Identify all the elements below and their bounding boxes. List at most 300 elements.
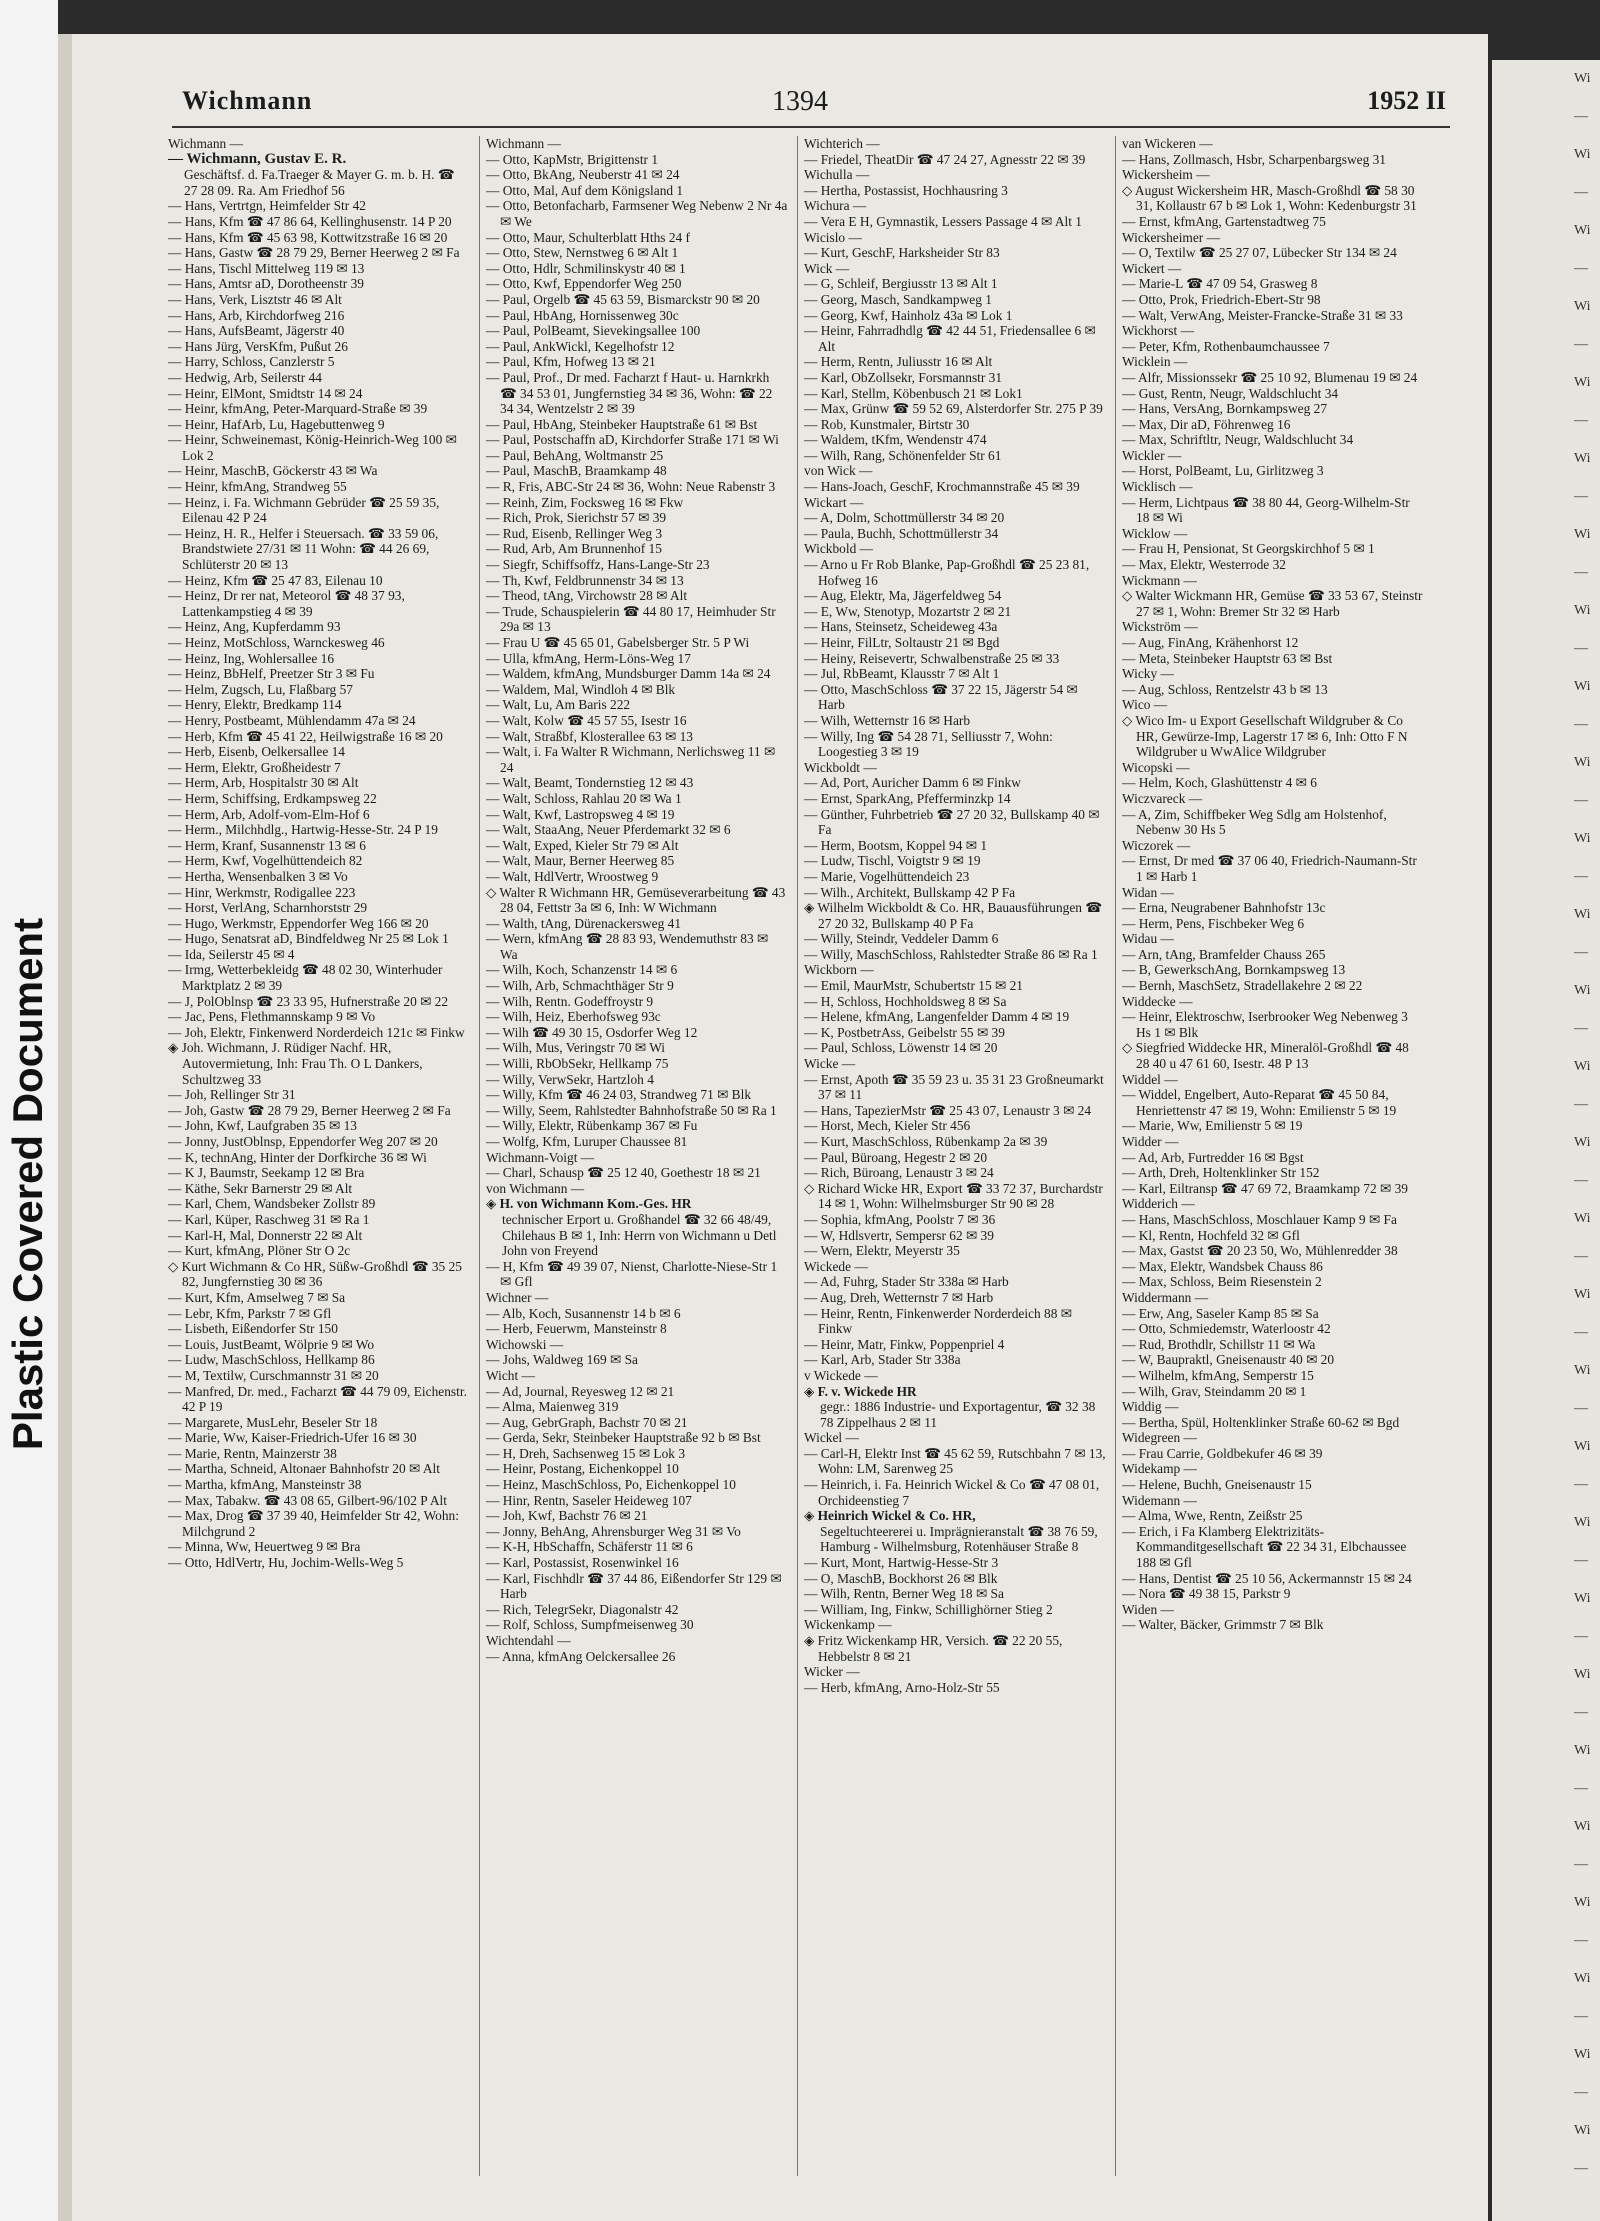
directory-entry: — Walt, VerwAng, Meister-Francke-Straße 31 ✉ 33: [1122, 307, 1403, 323]
directory-entry: — Jac, Pens, Flethmannskamp 9 ✉ Vo: [168, 1009, 376, 1025]
directory-entry: — Ulla, kfmAng, Herm-Löns-Weg 17: [486, 650, 691, 666]
directory-entry: — Emil, MaurMstr, Schubertstr 15 ✉ 21: [804, 978, 1023, 994]
directory-entry: — H, Kfm ☎ 49 39 07, Nienst, Charlotte-Niese-Str 1 ✉ Gfl: [486, 1258, 778, 1290]
adjacent-page-fragment: Wi: [1574, 831, 1591, 846]
directory-entry: — Trude, Schauspielerin ☎ 44 80 17, Heimhuder Str 29a ✉ 13: [486, 603, 776, 635]
directory-entry: — Wilh, Mus, Veringstr 70 ✉ Wi: [486, 1040, 666, 1056]
directory-entry: — Herm, Elektr, Großheidestr 7: [168, 759, 341, 775]
adjacent-page-fragment: Wi: [1574, 907, 1591, 922]
directory-entry: — Max, Elektr, Westerrode 32: [1122, 557, 1286, 573]
directory-page: [58, 34, 1488, 2221]
directory-entry: — Paul, Prof., Dr med. Facharzt f Haut- u. Harnkrkh ☎ 34 53 01, Jungfernstieg 34 ✉ 36, Wohn: ☎ 22 34 34, Wentzelstr 2 ✉ 39: [486, 369, 773, 417]
adjacent-page-fragment: —: [1574, 1249, 1588, 1264]
entry-columns: [168, 136, 1454, 2176]
directory-entry: — Max, Tabakw. ☎ 43 08 65, Gilbert-96/102 P Alt: [168, 1492, 447, 1508]
directory-entry: — Hinr, Rentn, Saseler Heideweg 107: [486, 1492, 692, 1508]
directory-entry: — Karl, Küper, Raschweg 31 ✉ Ra 1: [168, 1211, 370, 1227]
directory-entry: — Helm, Zugsch, Lu, Flaßbarg 57: [168, 681, 353, 697]
directory-entry: — Lebr, Kfm, Parkstr 7 ✉ Gfl: [168, 1305, 332, 1321]
directory-entry: ◇ August Wickersheim HR, Masch-Großhdl ☎ 58 30 31, Kollaustr 67 b ✉ Lok 1, Wohn: Kedenburgstr 31: [1122, 182, 1417, 214]
surname-heading: Wickborn —: [804, 962, 874, 978]
directory-entry: — Max, Dir aD, Föhrenweg 16: [1122, 416, 1291, 432]
directory-entry: — Rob, Kunstmaler, Birtstr 30: [804, 416, 970, 432]
directory-entry: — Otto, HdlVertr, Hu, Jochim-Wells-Weg 5: [168, 1555, 404, 1571]
directory-entry: — Hans, VersAng, Bornkampsweg 27: [1122, 401, 1328, 417]
directory-entry: — Widdel, Engelbert, Auto-Reparat ☎ 45 50 84, Henriettenstr 47 ✉ 19, Wohn: Emilienstr 5 ✉ 19: [1122, 1087, 1397, 1118]
directory-entry: — Karl, Stellm, Köbenbusch 21 ✉ Lok1: [804, 385, 1023, 401]
adjacent-page-fragment: —: [1574, 1477, 1588, 1492]
directory-entry: — Heinr, FilLtr, Soltaustr 21 ✉ Bgd: [804, 635, 1000, 650]
directory-entry: — Friedel, TheatDir ☎ 47 24 27, Agnesstr 22 ✉ 39: [804, 151, 1086, 167]
directory-entry: — Otto, MaschSchloss ☎ 37 22 15, Jägerstr 54 ✉ Harb: [804, 681, 1078, 713]
directory-entry: ◈ Heinrich Wickel & Co. HR,: [804, 1508, 976, 1524]
directory-entry: — Walt, HdlVertr, Wroostweg 9: [486, 868, 659, 884]
directory-entry: — Hans, Gastw ☎ 28 79 29, Berner Heerweg 2 ✉ Fa: [168, 245, 460, 261]
directory-entry: ◈ Joh. Wichmann, J. Rüdiger Nachf. HR, Autovermietung, Inh: Frau Th. O L Dankers, Schultzweg 33: [168, 1040, 423, 1087]
adjacent-page-fragment: —: [1574, 869, 1588, 884]
directory-entry: — Lisbeth, Eißendorfer Str 150: [168, 1321, 338, 1337]
surname-heading: Wicker —: [804, 1664, 860, 1680]
directory-entry: — Max, Grünw ☎ 59 52 69, Alsterdorfer Str. 275 P 39: [804, 401, 1103, 417]
adjacent-page-fragment: Wi: [1574, 1059, 1591, 1074]
directory-entry: — Ludw, MaschSchloss, Hellkamp 86: [168, 1352, 375, 1368]
surname-heading: Wickersheim —: [1122, 167, 1210, 183]
adjacent-page-fragment: Wi: [1574, 1819, 1591, 1834]
directory-entry: — Harry, Schloss, Canzlerstr 5: [168, 354, 335, 370]
directory-entry: — Rich, Prok, Sierichstr 57 ✉ 39: [486, 510, 667, 526]
page-header: [72, 86, 1488, 126]
directory-entry: — William, Ing, Finkw, Schillighörner Stieg 2: [804, 1601, 1053, 1617]
surname-heading: Wickmann —: [1122, 572, 1197, 588]
directory-entry: — Meta, Steinbeker Hauptstr 63 ✉ Bst: [1122, 650, 1333, 666]
directory-entry: — Heinr, Matr, Finkw, Poppenpriel 4: [804, 1336, 1005, 1352]
adjacent-page-fragment: Wi: [1574, 1667, 1591, 1682]
directory-entry: — Marie, Vogelhüttendeich 23: [804, 868, 970, 884]
directory-entry: — Sophia, kfmAng, Poolstr 7 ✉ 36: [804, 1211, 996, 1227]
directory-entry: — R, Fris, ABC-Str 24 ✉ 36, Wohn: Neue Rabenstr 3: [486, 479, 776, 495]
directory-entry: — Wilh, Arb, Schmachthäger Str 9: [486, 978, 674, 994]
directory-entry: — Heinr, kfmAng, Strandweg 55: [168, 479, 347, 495]
directory-entry: ◇ Richard Wicke HR, Export ☎ 33 72 37, Burchardstr 14 ✉ 1, Wohn: Wilhelmsburger Str 90 ✉ 28: [804, 1180, 1103, 1212]
adjacent-page-fragment: Wi: [1574, 1135, 1591, 1150]
adjacent-page-fragment: —: [1574, 565, 1588, 580]
directory-entry: — Aug, Schloss, Rentzelstr 43 b ✉ 13: [1122, 681, 1328, 697]
directory-entry: — Marie, Ww, Kaiser-Friedrich-Ufer 16 ✉ 30: [168, 1430, 417, 1446]
directory-entry: — Ad, Journal, Reyesweg 12 ✉ 21: [486, 1383, 675, 1399]
directory-entry: — Herm, Arb, Adolf-vom-Elm-Hof 6: [168, 806, 370, 822]
directory-entry: — Otto, Hdlr, Schmilinskystr 40 ✉ 1: [486, 260, 686, 276]
adjacent-page-fragment: —: [1574, 1097, 1588, 1112]
surname-heading: Widderich —: [1122, 1196, 1195, 1212]
directory-entry: — O, MaschB, Bockhorst 26 ✉ Blk: [804, 1570, 998, 1586]
directory-entry: — Heinr, HafArb, Lu, Hagebuttenweg 9: [168, 416, 385, 432]
directory-entry: — J, PolOblnsp ☎ 23 33 95, Hufnerstraße 20 ✉ 22: [168, 993, 449, 1009]
directory-entry: — Marie, Ww, Emilienstr 5 ✉ 19: [1122, 1118, 1303, 1134]
directory-entry: — Heinr, Rentn, Finkenwerder Norderdeich 88 ✉ Finkw: [804, 1305, 1073, 1337]
adjacent-page-fragment: —: [1574, 1021, 1588, 1036]
adjacent-page-fragment: Wi: [1574, 527, 1591, 542]
directory-entry: — Horst, VerlAng, Scharnhorststr 29: [168, 900, 368, 916]
column-3: [804, 136, 1106, 2176]
directory-entry: — A, Dolm, Schottmüllerstr 34 ✉ 20: [804, 510, 1005, 526]
directory-entry: — Wilh, Rentn, Berner Weg 18 ✉ Sa: [804, 1586, 1004, 1602]
directory-entry: — Walt, Beamt, Tondernstieg 12 ✉ 43: [486, 775, 694, 791]
directory-entry: — Rud, Arb, Am Brunnenhof 15: [486, 541, 662, 557]
directory-entry: — Karl, Fischhdlr ☎ 37 44 86, Eißendorfer Str 129 ✉ Harb: [486, 1570, 782, 1602]
directory-entry: — Walt, i. Fa Walter R Wichmann, Nerlichsweg 11 ✉ 24: [486, 744, 776, 775]
directory-entry: — Hans, Tischl Mittelweg 119 ✉ 13: [168, 260, 365, 276]
page-number: 1394: [772, 86, 828, 117]
directory-entry: ◇ Walter Wickmann HR, Gemüse ☎ 33 53 67, Steinstr 27 ✉ 1, Wohn: Bremer Str 32 ✉ Harb: [1122, 588, 1423, 619]
directory-entry: ◈ H. von Wichmann Kom.-Ges. HR: [486, 1196, 692, 1212]
directory-entry: — Rud, Eisenb, Rellinger Weg 3: [486, 525, 663, 541]
adjacent-page-fragment: —: [1574, 1857, 1588, 1872]
directory-entry: Segeltuchteererei u. Imprägnieranstalt ☎ 38 76 59, Hamburg - Wilhelmsburg, Rotenhäuser Straße 8: [820, 1523, 1098, 1555]
directory-entry: — Hugo, Werkmstr, Eppendorfer Weg 166 ✉ 20: [168, 915, 429, 931]
adjacent-page-fragment: —: [1574, 1325, 1588, 1340]
directory-entry: ◇ Walter R Wichmann HR, Gemüseverarbeitung ☎ 43 28 04, Fettstr 3a ✉ 6, Inh: W Wichmann: [486, 884, 786, 916]
surname-heading: Wickersheimer —: [1122, 229, 1220, 245]
directory-entry: — Vera E H, Gymnastik, Lessers Passage 4 ✉ Alt 1: [804, 213, 1083, 229]
directory-entry: — Herm, Bootsm, Koppel 94 ✉ 1: [804, 837, 988, 853]
adjacent-page-fragment: —: [1574, 109, 1588, 124]
directory-entry: — Hugo, Senatsrat aD, Bindfeldweg Nr 25 ✉ Lok 1: [168, 931, 449, 947]
directory-entry: — Paul, HbAng, Steinbeker Hauptstraße 61 ✉ Bst: [486, 416, 758, 432]
directory-entry: — Herm, Schiffsing, Erdkampsweg 22: [168, 790, 377, 806]
surname-heading: Wickboldt —: [804, 759, 877, 775]
directory-entry: — Walt, Kolw ☎ 45 57 55, Isestr 16: [486, 712, 687, 728]
directory-entry: — Max, Schriftltr, Neugr, Waldschlucht 34: [1122, 432, 1354, 448]
adjacent-page-fragment: —: [1574, 1173, 1588, 1188]
surname-heading: Wichmann —: [486, 136, 561, 151]
directory-entry: — Walt, Kwf, Lastropsweg 4 ✉ 19: [486, 806, 675, 822]
directory-entry: — Rich, Büroang, Lenaustr 3 ✉ 24: [804, 1165, 994, 1181]
directory-entry: — Ernst, Dr med ☎ 37 06 40, Friedrich-Naumann-Str 1 ✉ Harb 1: [1122, 853, 1417, 884]
column-divider: [479, 136, 480, 2176]
directory-entry: — Otto, KapMstr, Brigittenstr 1: [486, 151, 659, 167]
edition-year: 1952 II: [1367, 86, 1446, 115]
surname-heading: Widder —: [1122, 1134, 1179, 1149]
surname-heading: v Wickede —: [804, 1367, 878, 1383]
directory-entry: — Martha, kfmAng, Mansteinstr 38: [168, 1477, 362, 1493]
surname-heading: Wick —: [804, 260, 850, 276]
directory-entry: — Jonny, JustOblnsp, Eppendorfer Weg 207 ✉ 20: [168, 1134, 438, 1149]
directory-entry: — John, Kwf, Laufgraben 35 ✉ 13: [168, 1118, 357, 1134]
directory-entry: — Waldem, kfmAng, Mundsburger Damm 14a ✉ 24: [486, 666, 771, 682]
directory-entry: — Max, Schloss, Beim Riesenstein 2: [1122, 1274, 1322, 1290]
directory-entry: — Paul, PolBeamt, Sievekingsallee 100: [486, 323, 701, 339]
directory-entry: — Rolf, Schloss, Sumpfmeisenweg 30: [486, 1617, 694, 1633]
directory-entry: — K J, Baumstr, Seekamp 12 ✉ Bra: [168, 1165, 365, 1181]
directory-entry: — Arno u Fr Rob Blanke, Pap-Großhdl ☎ 25 23 81, Hofweg 16: [804, 557, 1090, 588]
adjacent-page-fragment: Wi: [1574, 755, 1591, 770]
adjacent-page-fragment: —: [1574, 793, 1588, 808]
directory-entry: — Heinz, i. Fa. Wichmann Gebrüder ☎ 25 59 35, Eilenau 42 P 24: [168, 494, 440, 526]
directory-entry: — Wilh, Heiz, Eberhofsweg 93c: [486, 1009, 661, 1025]
directory-entry: — Frau U ☎ 45 65 01, Gabelsberger Str. 5 P Wi: [486, 635, 750, 650]
directory-entry: — Hedwig, Arb, Seilerstr 44: [168, 369, 322, 385]
surname-heading: Wickler —: [1122, 447, 1182, 463]
directory-entry: — Paul, Orgelb ☎ 45 63 59, Bismarckstr 90 ✉ 20: [486, 291, 760, 307]
directory-entry: — O, Textilw ☎ 25 27 07, Lübecker Str 134 ✉ 24: [1122, 245, 1397, 261]
directory-entry: — Hans, Kfm ☎ 45 63 98, Kottwitzstraße 16 ✉ 20: [168, 229, 448, 245]
directory-entry: — Willi, RbObSekr, Hellkamp 75: [486, 1056, 669, 1072]
directory-entry: — Paul, AnkWickl, Kegelhofstr 12: [486, 338, 675, 354]
directory-entry: — Hans-Joach, GeschF, Krochmannstraße 45 ✉ 39: [804, 479, 1080, 495]
adjacent-page-fragment: Wi: [1574, 299, 1591, 314]
directory-entry: — Helm, Koch, Glashüttenstr 4 ✉ 6: [1122, 775, 1317, 791]
directory-entry: — Joh, Kwf, Bachstr 76 ✉ 21: [486, 1508, 648, 1524]
adjacent-page-fragment: Wi: [1574, 2047, 1591, 2062]
adjacent-page-fragment: —: [1574, 1781, 1588, 1796]
directory-entry: — Kurt, kfmAng, Plöner Str O 2c: [168, 1243, 351, 1259]
directory-entry: — Wilh, Rentn. Godeffroystr 9: [486, 993, 654, 1009]
directory-entry: — Karl, Postassist, Rosenwinkel 16: [486, 1555, 679, 1571]
directory-entry: — Ernst, SparkAng, Pfefferminzkp 14: [804, 790, 1011, 806]
directory-entry: — Willy, Elektr, Rübenkamp 367 ✉ Fu: [486, 1118, 698, 1134]
column-divider: [797, 136, 798, 2176]
adjacent-page-fragment: Wi: [1574, 1591, 1591, 1606]
directory-entry: — Arn, tAng, Bramfelder Chauss 265: [1122, 946, 1326, 962]
directory-entry: — Heinr, Elektroschw, Iserbrooker Weg Nebenweg 3 Hs 1 ✉ Blk: [1122, 1009, 1408, 1040]
directory-entry: — E, Ww, Stenotyp, Mozartstr 2 ✉ 21: [804, 603, 1012, 619]
directory-entry: — Heinrich, i. Fa. Heinrich Wickel & Co ☎ 47 08 01, Orchideenstieg 7: [804, 1477, 1100, 1508]
adjacent-page-fragment: —: [1574, 413, 1588, 428]
directory-entry: — Heinz, BbHelf, Preetzer Str 3 ✉ Fu: [168, 666, 375, 682]
directory-entry: — Herm, Rentn, Juliusstr 16 ✉ Alt: [804, 354, 993, 370]
directory-entry: — Irmg, Wetterbekleidg ☎ 48 02 30, Winterhuder Marktplatz 2 ✉ 39: [168, 962, 443, 994]
directory-entry: — Heinz, Ang, Kupferdamm 93: [168, 619, 341, 635]
adjacent-page-fragment: —: [1574, 2085, 1588, 2100]
surname-heading: Widdermann —: [1122, 1289, 1209, 1305]
directory-entry: — Heinr, Fahrradhdlg ☎ 42 44 51, Friedensallee 6 ✉ Alt: [804, 323, 1096, 354]
directory-entry: — Reinh, Zim, Focksweg 16 ✉ Fkw: [486, 494, 684, 510]
surname-heading: Wichterich —: [804, 136, 880, 151]
directory-entry: — Otto, Prok, Friedrich-Ebert-Str 98: [1122, 291, 1321, 307]
directory-entry: — Manfred, Dr. med., Facharzt ☎ 44 79 09, Eichenstr. 42 P 19: [168, 1383, 467, 1415]
directory-entry: ◈ Wilhelm Wickboldt & Co. HR, Bauausführungen ☎ 27 20 32, Bullskamp 40 P Fa: [804, 900, 1103, 931]
directory-entry: — Otto, Mal, Auf dem Königsland 1: [486, 182, 684, 198]
surname-heading: Widan —: [1122, 884, 1174, 900]
directory-entry: — Erich, i Fa Klamberg Elektrizitäts-Kommanditgesellschaft ☎ 22 34 31, Elbchaussee 188 ✉ Gfl: [1122, 1523, 1407, 1571]
directory-entry: — Heinr, ElMont, Smidtstr 14 ✉ 24: [168, 385, 363, 401]
adjacent-page-fragment: Wi: [1574, 983, 1591, 998]
directory-entry: — Frau H, Pensionat, St Georgskirchhof 5 ✉ 1: [1122, 541, 1375, 557]
directory-entry: — Herb, Kfm ☎ 45 41 22, Heilwigstraße 16 ✉ 20: [168, 728, 443, 744]
directory-entry: — Marie-L ☎ 47 09 54, Grasweg 8: [1122, 276, 1318, 292]
adjacent-page-fragment: Wi: [1574, 451, 1591, 466]
directory-entry: — Hertha, Postassist, Hochhausring 3: [804, 182, 1008, 198]
directory-entry: — Aug, Elektr, Ma, Jägerfeldweg 54: [804, 588, 1002, 604]
directory-entry: — K, technAng, Hinter der Dorfkirche 36 ✉ Wi: [168, 1149, 427, 1165]
directory-entry: — Willy, MaschSchloss, Rahlstedter Straße 86 ✉ Ra 1: [804, 946, 1098, 962]
directory-entry: — Arth, Dreh, Holtenklinker Str 152: [1122, 1165, 1320, 1181]
directory-entry: — Aug, Dreh, Wetternstr 7 ✉ Harb: [804, 1289, 994, 1305]
directory-entry: — Willy, VerwSekr, Hartzloh 4: [486, 1071, 654, 1087]
directory-entry: — Charl, Schausp ☎ 25 12 40, Goethestr 18 ✉ 21: [486, 1165, 761, 1181]
directory-entry: — Walt, Schloss, Rahlau 20 ✉ Wa 1: [486, 790, 682, 806]
directory-entry: — Henry, Postbeamt, Mühlendamm 47a ✉ 24: [168, 712, 416, 728]
adjacent-page-fragment: —: [1574, 261, 1588, 276]
directory-entry: — Paula, Buchh, Schottmüllerstr 34: [804, 525, 999, 541]
surname-heading: Wichmann-Voigt —: [486, 1149, 595, 1165]
surname-heading: Wicislo —: [804, 229, 862, 245]
directory-entry: — Walt, Maur, Berner Heerweg 85: [486, 853, 675, 869]
directory-entry: — Waldem, Mal, Windloh 4 ✉ Blk: [486, 681, 676, 697]
directory-entry: — Paul, Büroang, Hegestr 2 ✉ 20: [804, 1149, 988, 1165]
directory-entry: — Frau Carrie, Goldbekufer 46 ✉ 39: [1122, 1445, 1323, 1461]
directory-entry: — Kurt, MaschSchloss, Rübenkamp 2a ✉ 39: [804, 1134, 1048, 1149]
adjacent-page-fragment: —: [1574, 489, 1588, 504]
directory-entry: — Otto, Betonfacharb, Farmsener Weg Nebenw 2 Nr 4a ✉ We: [486, 198, 788, 229]
surname-heading: Widegreen —: [1122, 1430, 1197, 1446]
surname-heading: Wicht —: [486, 1367, 535, 1383]
directory-entry: — Heinz, MotSchloss, Warnckesweg 46: [168, 635, 385, 650]
directory-entry: — Otto, Stew, Nernstweg 6 ✉ Alt 1: [486, 245, 679, 261]
surname-heading: Wickel —: [804, 1430, 859, 1446]
directory-entry: — Henry, Elektr, Bredkamp 114: [168, 697, 342, 713]
directory-entry: — Wilh, Koch, Schanzenstr 14 ✉ 6: [486, 962, 678, 978]
spine-strip: [0, 0, 58, 2221]
directory-entry: — Ida, Seilerstr 45 ✉ 4: [168, 946, 295, 962]
surname-heading: Wicky —: [1122, 666, 1174, 682]
directory-entry: — Alb, Koch, Susannenstr 14 b ✉ 6: [486, 1305, 681, 1321]
directory-entry: — Ernst, kfmAng, Gartenstadtweg 75: [1122, 213, 1326, 229]
directory-entry: — Hans, Vertrtgn, Heimfelder Str 42: [168, 198, 366, 214]
directory-entry: — Gust, Rentn, Neugr, Waldschlucht 34: [1122, 385, 1339, 401]
directory-entry: — W, Hdlsvertr, Sempersr 62 ✉ 39: [804, 1227, 994, 1243]
directory-entry: — Rud, Brothdlr, Schillstr 11 ✉ Wa: [1122, 1336, 1316, 1352]
adjacent-page-fragment: —: [1574, 945, 1588, 960]
directory-entry: — Wichmann, Gustav E. R.: [168, 150, 347, 167]
directory-entry: — Willy, Ing ☎ 54 28 71, Selliusstr 7, Wohn: Loogestieg 3 ✉ 19: [804, 728, 1053, 760]
directory-entry: — Ad, Fuhrg, Stader Str 338a ✉ Harb: [804, 1274, 1009, 1290]
directory-entry: — Herm, Pens, Fischbeker Weg 6: [1122, 915, 1305, 931]
directory-entry: — Theod, tAng, Virchowstr 28 ✉ Alt: [486, 588, 688, 604]
adjacent-page-fragment: Wi: [1574, 1363, 1591, 1378]
directory-entry: — Ad, Arb, Furtredder 16 ✉ Bgst: [1122, 1149, 1304, 1165]
adjacent-page-fragment: Wi: [1574, 1743, 1591, 1758]
adjacent-page-fragment: —: [1574, 1933, 1588, 1948]
surname-heading: Wicopski —: [1122, 759, 1190, 775]
directory-entry: — Käthe, Sekr Barnerstr 29 ✉ Alt: [168, 1180, 353, 1196]
directory-entry: — Max, Gastst ☎ 20 23 50, Wo, Mühlenredder 38: [1122, 1243, 1398, 1259]
directory-entry: — Joh, Gastw ☎ 28 79 29, Berner Heerweg 2 ✉ Fa: [168, 1102, 451, 1118]
directory-entry: — Alma, Wwe, Rentn, Zeißstr 25: [1122, 1508, 1303, 1524]
surname-heading: Wichowski —: [486, 1336, 564, 1352]
directory-entry: — Hans, Steinsetz, Scheideweg 43a: [804, 619, 998, 635]
directory-entry: — Georg, Kwf, Hainholz 43a ✉ Lok 1: [804, 307, 1013, 323]
directory-entry: ◇ Siegfried Widdecke HR, Mineralöl-Großhdl ☎ 48 28 40 u 47 61 60, Isestr. 48 P 13: [1122, 1040, 1409, 1072]
directory-entry: — Paul, BehAng, Woltmanstr 25: [486, 447, 664, 463]
directory-entry: ◈ F. v. Wickede HR: [804, 1383, 917, 1399]
column-divider: [1115, 136, 1116, 2176]
surname-heading: Wickart —: [804, 494, 864, 510]
surname-heading: Widdig —: [1122, 1399, 1179, 1415]
surname-heading: Widekamp —: [1122, 1461, 1197, 1477]
surname-heading: van Wickeren —: [1122, 136, 1213, 151]
directory-entry: — Gerda, Sekr, Steinbeker Hauptstraße 92 b ✉ Bst: [486, 1430, 761, 1446]
directory-entry: — Aug, GebrGraph, Bachstr 70 ✉ 21: [486, 1414, 688, 1430]
surname-heading: Wicklein —: [1122, 354, 1188, 370]
directory-entry: — Kurt, GeschF, Harksheider Str 83: [804, 245, 1000, 261]
directory-entry: — Heinz, H. R., Helfer i Steuersach. ☎ 33 59 06, Brandstwiete 27/31 ✉ 11 Wohn: ☎ 44 26 69, Schlüterstr 20 ✉ 13: [168, 525, 439, 573]
directory-entry: ◇ Kurt Wichmann & Co HR, Süßw-Großhdl ☎ 35 25 82, Jungfernstieg 30 ✉ 36: [168, 1258, 462, 1290]
adjacent-page-fragment: Wi: [1574, 603, 1591, 618]
directory-entry: — Herm, Kranf, Susannenstr 13 ✉ 6: [168, 837, 366, 853]
directory-entry: — Kl, Rentn, Hochfeld 32 ✉ Gfl: [1122, 1227, 1300, 1243]
directory-entry: — Heiny, Reisevertr, Schwalbenstraße 25 ✉ 33: [804, 650, 1060, 666]
surname-heading: Wichulla —: [804, 167, 870, 183]
directory-entry: — Otto, Maur, Schulterblatt Hths 24 f: [486, 229, 691, 245]
directory-entry: — K, PostbetrAss, Geibelstr 55 ✉ 39: [804, 1024, 1005, 1040]
directory-entry: — Wilh, Grav, Steindamm 20 ✉ 1: [1122, 1383, 1307, 1399]
directory-entry: — Wilh., Architekt, Bullskamp 42 P Fa: [804, 884, 1016, 900]
directory-entry: — Th, Kwf, Feldbrunnenstr 34 ✉ 13: [486, 572, 684, 588]
directory-entry: — Hans, Amtsr aD, Dorotheenstr 39: [168, 276, 364, 292]
adjacent-page-fragment: Wi: [1574, 1971, 1591, 1986]
directory-entry: — Hertha, Wensenbalken 3 ✉ Vo: [168, 868, 348, 884]
directory-entry: — A, Zim, Schiffbeker Weg Sdlg am Holstenhof, Nebenw 30 Hs 5: [1122, 806, 1387, 838]
directory-entry: — Heinr, Schweinemast, König-Heinrich-Weg 100 ✉ Lok 2: [168, 432, 457, 463]
directory-entry: — Ad, Port, Auricher Damm 6 ✉ Finkw: [804, 775, 1021, 791]
directory-entry: — Wern, kfmAng ☎ 28 83 93, Wendemuthstr 83 ✉ Wa: [486, 931, 769, 962]
directory-entry: — Herb, Feuerwm, Mansteinstr 8: [486, 1321, 667, 1337]
directory-entry: ◇ Wico Im- u Export Gesellschaft Wildgruber & Co HR, Gewürze-Imp, Lagerstr 17 ✉ 6, Inh: Otto F N Wildgruber u WwAlice Wildgruber: [1122, 712, 1408, 760]
directory-entry: — M, Textilw, Curschmannstr 31 ✉ 20: [168, 1367, 379, 1383]
directory-entry: — Aug, FinAng, Krähenhorst 12: [1122, 635, 1299, 650]
directory-entry: — Bertha, Spül, Holtenklinker Straße 60-62 ✉ Bgd: [1122, 1414, 1400, 1430]
header-rule: [172, 126, 1450, 128]
directory-entry: — Carl-H, Elektr Inst ☎ 45 62 59, Rutschbahn 7 ✉ 13, Wohn: LM, Sarenweg 25: [804, 1445, 1106, 1477]
spine-label: Plastic Covered Document: [4, 917, 51, 1451]
surname-heading: Wichmann —: [168, 136, 243, 151]
directory-entry: — Anna, kfmAng Oelckersallee 26: [486, 1648, 676, 1664]
directory-entry: — Hans, AufsBeamt, Jägerstr 40: [168, 323, 345, 339]
surname-heading: Widdel —: [1122, 1071, 1178, 1087]
directory-entry: — Heinz, Kfm ☎ 25 47 83, Eilenau 10: [168, 572, 383, 588]
surname-heading: Wickström —: [1122, 619, 1198, 635]
surname-heading: Wickenkamp —: [804, 1617, 892, 1633]
column-4: [1122, 136, 1424, 2176]
adjacent-page-fragment: Wi: [1574, 679, 1591, 694]
directory-entry: — Wilh ☎ 49 30 15, Osdorfer Weg 12: [486, 1024, 698, 1040]
surname-heading: Widen —: [1122, 1601, 1174, 1617]
directory-entry: — Otto, Schmiedemstr, Waterloostr 42: [1122, 1321, 1331, 1337]
adjacent-page-fragment: —: [1574, 337, 1588, 352]
directory-entry: — B, GewerkschAng, Bornkampsweg 13: [1122, 962, 1346, 978]
directory-entry: — Wilh, Rang, Schönenfelder Str 61: [804, 447, 1002, 463]
directory-entry: — Wilhelm, kfmAng, Semperstr 15: [1122, 1367, 1314, 1383]
adjacent-page-fragment: —: [1574, 1553, 1588, 1568]
directory-entry: ◈ Fritz Wickenkamp HR, Versich. ☎ 22 20 55, Hebbelstr 8 ✉ 21: [804, 1633, 1063, 1664]
surname-heading: Wiczvareck —: [1122, 790, 1203, 806]
directory-entry: — Joh, Elektr, Finkenwerd Norderdeich 121c ✉ Finkw: [168, 1024, 465, 1040]
directory-entry: — Willy, Kfm ☎ 46 24 03, Strandweg 71 ✉ Blk: [486, 1087, 752, 1103]
adjacent-page-fragment: Wi: [1574, 1211, 1591, 1226]
directory-entry: technischer Erport u. Großhandel ☎ 32 66 48/49, Chilehaus B ✉ 1, Inh: Herrn von Wichmann u Detl John von Freyend: [502, 1211, 777, 1259]
directory-entry: — Alfr, Missionssekr ☎ 25 10 92, Blumenau 19 ✉ 24: [1122, 369, 1418, 385]
directory-entry: — Erw, Ang, Saseler Kamp 85 ✉ Sa: [1122, 1305, 1319, 1321]
adjacent-page-fragment: Wi: [1574, 147, 1591, 162]
directory-entry: — Bernh, MaschSetz, Stradellakehre 2 ✉ 22: [1122, 978, 1363, 994]
directory-entry: — Wilh, Wetternstr 16 ✉ Harb: [804, 712, 971, 728]
directory-entry: — Walter, Bäcker, Grimmstr 7 ✉ Blk: [1122, 1617, 1324, 1633]
adjacent-page-fragment: Wi: [1574, 1287, 1591, 1302]
directory-entry: — Karl, Eiltransp ☎ 47 69 72, Braamkamp 72 ✉ 39: [1122, 1180, 1408, 1196]
directory-entry: — Paul, HbAng, Hornissenweg 30c: [486, 307, 679, 323]
directory-entry: — Heinz, Ing, Wohlersallee 16: [168, 650, 335, 666]
